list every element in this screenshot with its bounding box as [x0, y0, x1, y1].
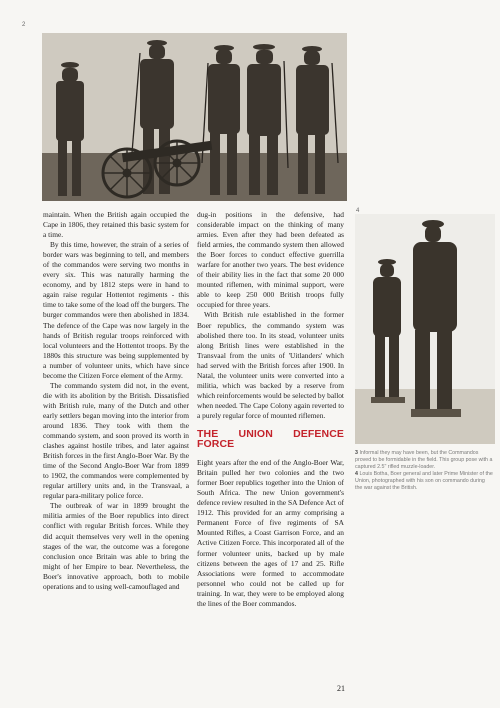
figure-number-right: 4: [356, 208, 360, 214]
page-number: 21: [337, 684, 345, 693]
botha-portrait-photo: [355, 214, 495, 444]
section-heading: THE UNION DEFENCE FORCE: [197, 427, 344, 451]
caption-text: Louis Botha, Boer general and later Prime Minister of the Union, photographed with his son on commando during the war against the British.: [355, 471, 493, 491]
caption-3: [355, 450, 493, 471]
paragraph: The commando system did not, in the event, die with its abolition by the British. Dissatisfied with British rule, many of the Dutch and other early settlers began moving into the interior from around 1836. They took with them the commando system, and soon proved its worth in clashes against hostile tribes, and later against British forces in the first Anglo-Boer War. By the time of the Second Anglo-Boer War from 1899 to 1902, the commandos were complemented by regular artillery units and, in the Transvaal, a regular para-military police force.: [43, 380, 189, 501]
paragraph: By this time, however, the strain of a series of border wars was beginning to tell, and members of the commandos were serving two months in every six. This was naturally harming the economy, and by 1812 steps were in hand to again raise regular Hottentot regiments - this time to take some of the load off the burgers. The burger commandos were then abolished in 1834. The defence of the Cape was now largely in the hands of British regular troops reinforced with local volunteers and the Hottentot troops. By the 1880s this structure was being supplemented by a number of volunteer units, which have since become the Citizen Force element of the Army.: [43, 240, 189, 380]
photo-captions: [355, 450, 493, 492]
text-column-left: [43, 210, 189, 592]
caption-number: 4: [355, 471, 358, 477]
paragraph: With British rule established in the former Boer republics, the commando system was abolished there too. In its stead, volunteer units along British lines were established in the Transvaal from the units of 'Uitlanders' which had served with the British forces after 1900. In Natal, the volunteer units were converted into a militia, which was backed by a reserve from which reinforcements would be selected by ballot when needed. The Cape Colony again reverted to a purely regular force of mounted riflemen.: [197, 310, 344, 420]
commando-group-photo: [42, 33, 347, 201]
caption-4: [355, 471, 493, 492]
caption-text: Informal they may have been, but the Commandos proved to be formidable in the field. This group pose with a captured 2.5" rifled muzzle-loader.: [355, 450, 493, 470]
paragraph: Eight years after the end of the Anglo-Boer War, Britain pulled her two colonies and the two former Boer republics together into the Union of South Africa. The new Union government's defence review resulted in the SA Defence Act of 1912. This provided for an army comprising a Permanent Force of five regiments of SA Mounted Rifles, a Coast Garrison Force, and an Active Citizen Force. This incorporated all of the former volunteer units, backed up by male citizens between the ages of 17 and 25. Rifle Associations were formed to accommodate personnel who could not be called up for training. In war, they were to be employed along the lines of the Boer commandos.: [197, 458, 344, 608]
paragraph: The outbreak of war in 1899 brought the militia armies of the Boer republics into direct conflict with regular British forces. While they did acquit themselves very well in the opening stages of the war, the outcome was a foregone conclusion once Britain was able to bring the might of her Empire to bear. Nevertheless, the Boer's innovative approach, both to mobile operations and to using well-camouflaged and: [43, 501, 189, 591]
caption-number: 3: [355, 450, 358, 456]
figure-number-top: 2: [22, 22, 26, 28]
text-column-middle: [197, 210, 344, 609]
paragraph: dug-in positions in the defensive, had considerable impact on the thinking of many armies. Even after they had been defeated as field armies, the commando system then allowed the Boer forces to conduct effective guerrilla warfare for another two years. The best evidence of their ability lies in the fact that some 20 000 mounted riflemen, with minimal support, were able to keep 250 000 British troops fully occupied for three years.: [197, 210, 344, 310]
paragraph: maintain. When the British again occupied the Cape in 1806, they retained this basic system for a time.: [43, 210, 189, 240]
